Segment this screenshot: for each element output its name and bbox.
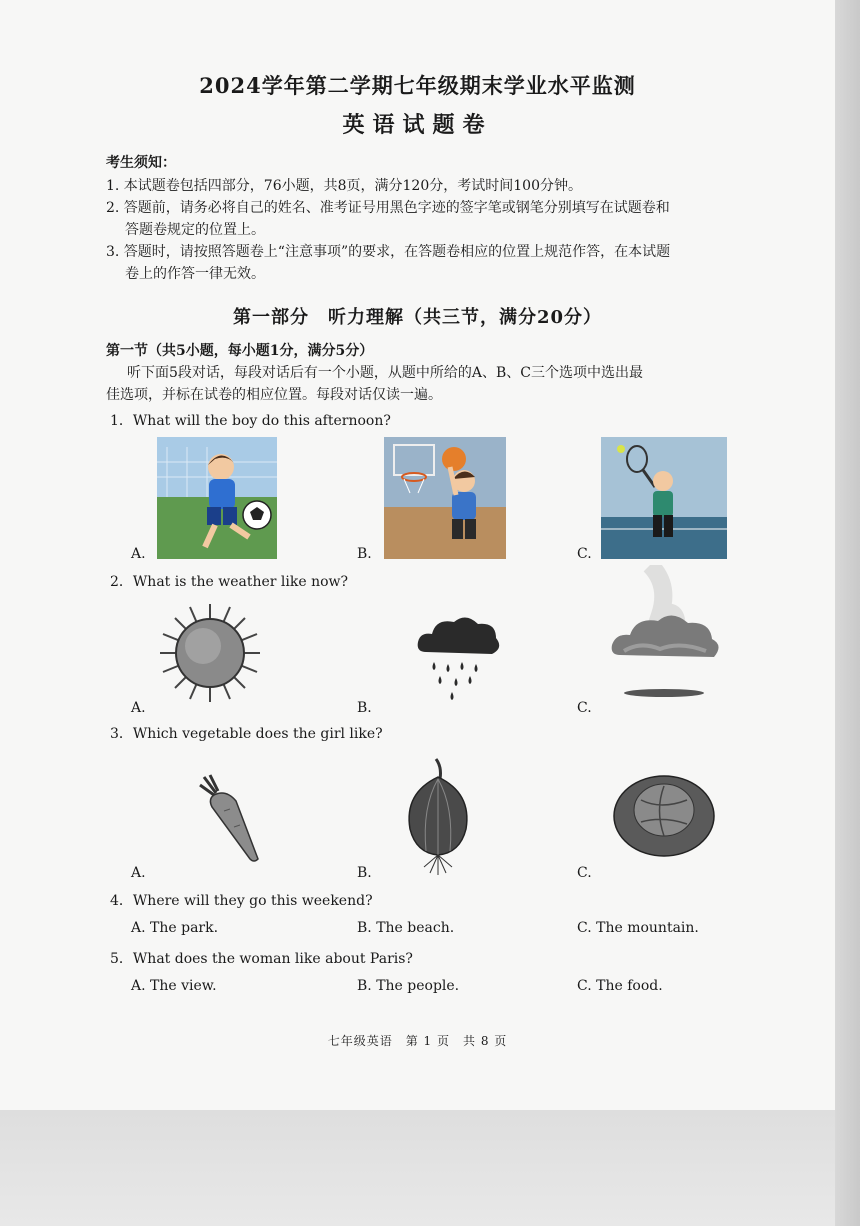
question-5-option-a[interactable]: A. The view.: [131, 978, 217, 994]
question-4-option-b[interactable]: B. The beach.: [357, 920, 455, 936]
question-3-option-c[interactable]: C.: [577, 865, 592, 881]
question-5-option-b[interactable]: B. The people.: [357, 978, 460, 994]
notice-item-2-cont: 答题卷规定的位置上。: [125, 222, 265, 238]
notice-item-3-cont: 卷上的作答一律无效。: [125, 266, 265, 282]
question-5-stem: 5．What does the woman like about Paris?: [110, 951, 413, 967]
question-1-option-c[interactable]: C.: [577, 546, 592, 562]
instructions-line-1: 听下面5段对话，每段对话后有一个小题，从题中所给的A、B、C三个选项中选出最: [127, 365, 644, 381]
scan-edge-right: [835, 0, 860, 1226]
tornado-cloud-icon[interactable]: [600, 565, 728, 705]
question-2-stem: 2．What is the weather like now?: [110, 574, 349, 590]
cabbage-icon[interactable]: [611, 770, 717, 858]
question-4-option-a[interactable]: A. The park.: [131, 920, 219, 936]
question-3-stem: 3．Which vegetable does the girl like?: [110, 726, 383, 742]
instructions-line-2: 佳选项，并标在试卷的相应位置。每段对话仅读一遍。: [106, 387, 442, 403]
question-2-option-a[interactable]: A.: [131, 700, 146, 716]
notice-item-1: 1. 本试题卷包括四部分，76小题，共8页，满分120分，考试时间100分钟。: [106, 178, 582, 194]
question-3-option-a[interactable]: A.: [131, 865, 146, 881]
question-1-option-a[interactable]: A.: [131, 546, 146, 562]
boy-playing-tennis-icon[interactable]: [601, 437, 727, 559]
onion-icon[interactable]: [402, 757, 474, 879]
notice-heading: 考生须知：: [106, 155, 176, 171]
exam-title: 2024学年第二学期七年级期末学业水平监测: [199, 73, 636, 98]
question-5-option-c[interactable]: C. The food.: [577, 978, 663, 994]
question-1-stem: 1．What will the boy do this afternoon?: [110, 413, 391, 429]
rain-cloud-icon[interactable]: [412, 612, 504, 704]
question-1-option-b[interactable]: B.: [357, 546, 372, 562]
part1-title: 第一部分 听力理解（共三节，满分20分）: [232, 307, 603, 328]
question-4-stem: 4．Where will they go this weekend?: [110, 893, 373, 909]
scan-edge-bottom: [0, 1110, 835, 1226]
question-3-option-b[interactable]: B.: [357, 865, 372, 881]
boy-playing-football-icon[interactable]: [157, 437, 277, 559]
question-4-option-c[interactable]: C. The mountain.: [577, 920, 699, 936]
notice-item-3: 3. 答题时，请按照答题卷上“注意事项”的要求，在答题卷相应的位置上规范作答，在本试题: [106, 244, 671, 260]
exam-subtitle: 英语试题卷: [342, 112, 493, 138]
section1-title: 第一节（共5小题，每小题1分，满分5分）: [106, 343, 374, 359]
carrot-icon[interactable]: [196, 773, 266, 865]
question-2-option-c[interactable]: C.: [577, 700, 592, 716]
page-footer: 七年级英语 第 1 页 共 8 页: [327, 1034, 508, 1048]
notice-item-2: 2. 答题前，请务必将自己的姓名、准考证号用黑色字迹的签字笔或钢笔分别填写在试题卷和: [106, 200, 670, 216]
boy-playing-basketball-icon[interactable]: [384, 437, 506, 559]
question-2-option-b[interactable]: B.: [357, 700, 372, 716]
sun-icon[interactable]: [155, 602, 265, 704]
